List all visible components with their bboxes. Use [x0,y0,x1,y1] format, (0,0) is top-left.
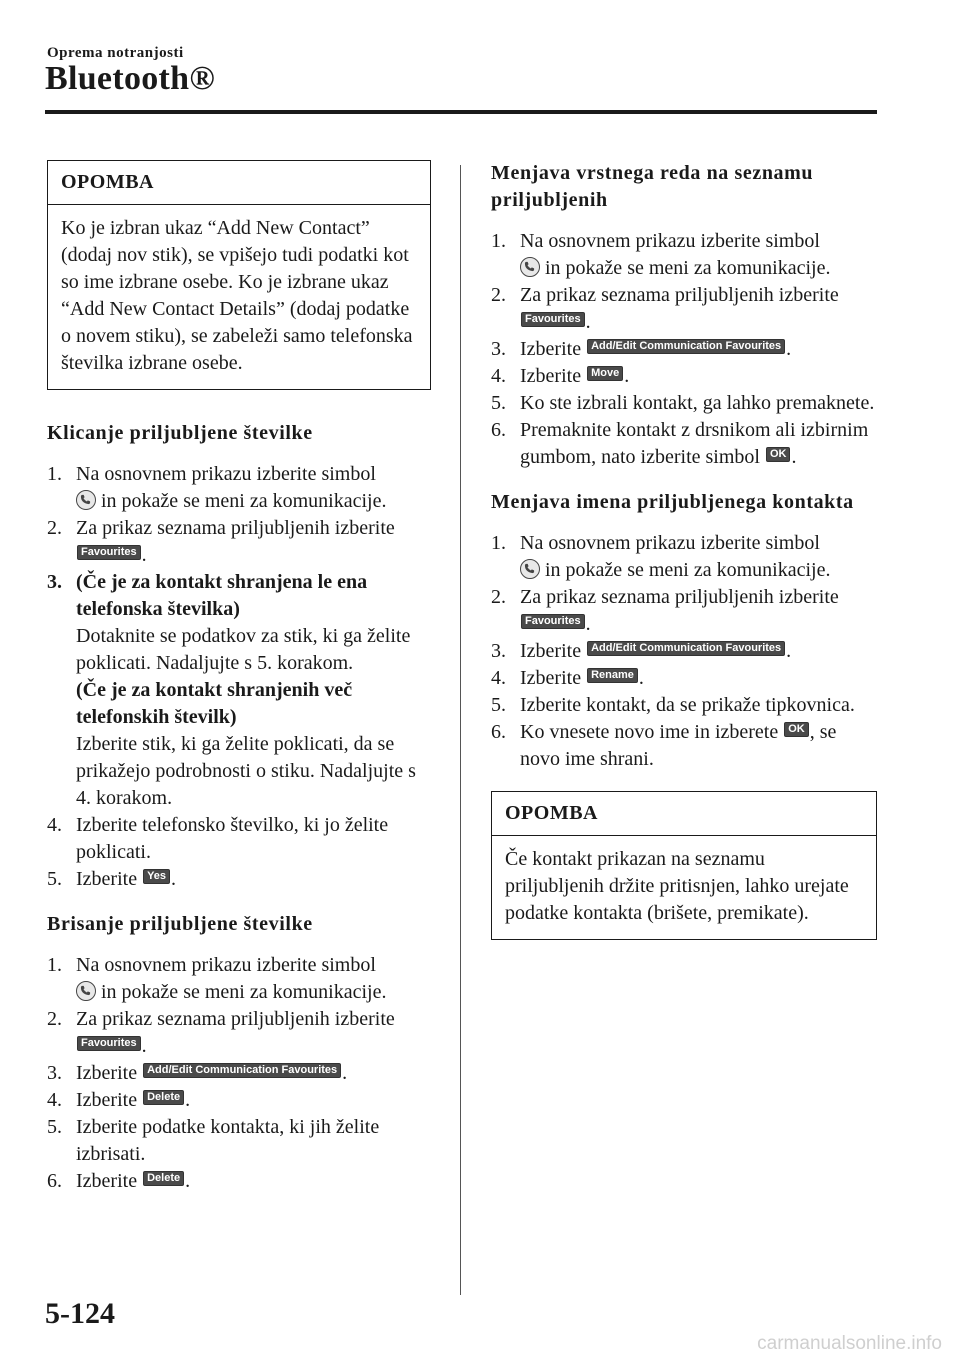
step-number: 5. [47,1116,62,1138]
step-text: Izberite [76,1170,138,1192]
watermark: carmanualsonline.info [757,1333,942,1354]
step-number: 2. [47,1008,62,1030]
step-text: in pokaže se meni za komunikacije. [545,257,831,279]
step-text: . [786,640,792,662]
step-number: 2. [47,517,62,539]
step-text: in pokaže se meni za komunikacije. [101,490,387,512]
step-number: 4. [491,667,506,689]
step-text: Izberite stik, ki ga želite poklicati, da se prikažejo podrobnosti o stiku. Nadaljujte s 4. korakom. [76,733,416,809]
list-item [491,228,877,282]
list-item [47,812,431,866]
phone-icon [520,257,540,277]
note-box [47,160,431,390]
step-text: . [786,338,792,360]
list-item [491,390,877,417]
step-number: 6. [47,1170,62,1192]
note-text: Če kontakt prikazan na seznamu priljubljenih držite pritisnjen, lahko urejate podatke kontakta (brišete, premikate). [505,848,849,924]
yes-button[interactable]: Yes [143,869,170,884]
step-number: 1. [491,230,506,252]
step-text: in pokaže se meni za komunikacije. [545,559,831,581]
favourites-button[interactable]: Favourites [521,312,585,327]
right-column [491,160,877,970]
step-number: 1. [47,954,62,976]
step-text: Izberite [520,338,582,360]
step-text: . [585,311,591,333]
ok-button[interactable]: OK [784,722,809,737]
order-steps [491,228,877,471]
step-text: . [638,667,644,689]
step-text: , se novo ime shrani. [520,721,837,770]
step-text: . [791,446,797,468]
list-item [47,1060,431,1087]
column-divider [460,165,461,1295]
add-edit-favourites-button[interactable]: Add/Edit Communication Favourites [143,1063,341,1078]
step-text: Izberite [520,365,582,387]
step-text: Ko ste izbrali kontakt, ga lahko premaknete. [520,392,875,414]
list-item [491,665,877,692]
rename-button[interactable]: Rename [587,668,638,683]
step-text: Izberite [520,640,582,662]
step-number: 3. [47,1062,62,1084]
step-text: Izberite podatke kontakta, ki jih želite izbrisati. [76,1116,380,1165]
step-text: Izberite telefonsko številko, ki jo želite poklicati. [76,814,389,863]
section-kicker: Oprema notranjosti [47,45,184,61]
move-button[interactable]: Move [587,366,623,381]
favourites-button[interactable]: Favourites [77,1036,141,1051]
header-rule [45,110,877,114]
step-number: 6. [491,721,506,743]
list-item [47,952,431,1006]
step-number: 5. [47,868,62,890]
step-text: in pokaže se meni za komunikacije. [101,981,387,1003]
step-text: . [185,1089,191,1111]
note-title: OPOMBA [48,161,430,205]
step-text: . [185,1170,191,1192]
step-text: Premaknite kontakt z drsnikom ali izbirnim gumbom, nato izberite simbol [520,419,869,468]
step-number: 1. [491,532,506,554]
list-item [491,363,877,390]
section-heading-rename: Menjava imena priljubljenega kontakta [491,491,854,513]
phone-icon [76,490,96,510]
call-steps [47,461,431,893]
step-number: 3. [491,640,506,662]
step-text: Za prikaz seznama priljubljenih izberite [76,517,395,539]
list-item [47,569,431,812]
step-number: 4. [47,814,62,836]
step-text: Na osnovnem prikazu izberite simbol [520,532,820,554]
step-text: Na osnovnem prikazu izberite simbol [76,954,376,976]
rename-steps [491,530,877,773]
step-text: Na osnovnem prikazu izberite simbol [76,463,376,485]
step-number: 4. [47,1089,62,1111]
step-text: . [141,1035,147,1057]
section-heading-order: Menjava vrstnega reda na seznamu priljubljenih [491,162,814,211]
note-title: OPOMBA [492,792,876,836]
list-item [491,719,877,773]
list-item [491,282,877,336]
step-number: 5. [491,694,506,716]
favourites-button[interactable]: Favourites [521,614,585,629]
note-text: Ko je izbran ukaz “Add New Contact” (dodaj nov stik), se vpišejo tudi podatki kot so ime izbrane osebe. Ko je izbrane ukaz “Add New Contact Details” (dodaj podatke o novem stiku), se zabeleži samo telefonska številka izbrane osebe. [61,217,413,374]
step-text: Izberite [76,1089,138,1111]
list-item [47,866,431,893]
ok-button[interactable]: OK [766,447,791,462]
step-text: . [171,868,177,890]
delete-button[interactable]: Delete [143,1090,184,1105]
step-text: Izberite [76,1062,138,1084]
step-number: 4. [491,365,506,387]
step-condition: (Če je za kontakt shranjena le ena telefonska številka) [76,571,368,620]
left-column [47,160,431,1213]
step-text: Izberite [520,667,582,689]
step-text: . [585,613,591,635]
step-number: 3. [491,338,506,360]
step-number: 1. [47,463,62,485]
step-text: Izberite kontakt, da se prikaže tipkovnica. [520,694,855,716]
list-item [47,1006,431,1060]
note-box [491,791,877,940]
step-text: . [141,544,147,566]
step-text: . [624,365,630,387]
step-number: 5. [491,392,506,414]
add-edit-favourites-button[interactable]: Add/Edit Communication Favourites [587,641,785,656]
step-text: Na osnovnem prikazu izberite simbol [520,230,820,252]
list-item [47,1087,431,1114]
step-text: . [342,1062,348,1084]
section-heading-delete: Brisanje priljubljene številke [47,913,313,935]
list-item [491,692,877,719]
step-number: 6. [491,419,506,441]
step-text: Ko vnesete novo ime in izberete [520,721,779,743]
list-item [491,584,877,638]
list-item [47,515,431,569]
add-edit-favourites-button[interactable]: Add/Edit Communication Favourites [587,339,785,354]
step-text: Za prikaz seznama priljubljenih izberite [76,1008,395,1030]
page-title: Bluetooth® [45,60,216,97]
step-number: 3. [47,571,62,593]
step-text: Za prikaz seznama priljubljenih izberite [520,284,839,306]
delete-button[interactable]: Delete [143,1171,184,1186]
phone-icon [76,981,96,1001]
step-text: Dotaknite se podatkov za stik, ki ga želite poklicati. Nadaljujte s 5. korakom. [76,625,411,674]
list-item [491,417,877,471]
step-condition: (Če je za kontakt shranjenih več telefonskih številk) [76,679,353,728]
step-number: 2. [491,284,506,306]
list-item [491,336,877,363]
favourites-button[interactable]: Favourites [77,545,141,560]
list-item [47,1114,431,1168]
step-text: Za prikaz seznama priljubljenih izberite [520,586,839,608]
section-heading-call: Klicanje priljubljene številke [47,422,313,444]
list-item [491,530,877,584]
list-item [47,461,431,515]
step-number: 2. [491,586,506,608]
page-number: 5-124 [45,1297,115,1330]
delete-steps [47,952,431,1195]
list-item [47,1168,431,1195]
list-item [491,638,877,665]
step-text: Izberite [76,868,138,890]
phone-icon [520,559,540,579]
